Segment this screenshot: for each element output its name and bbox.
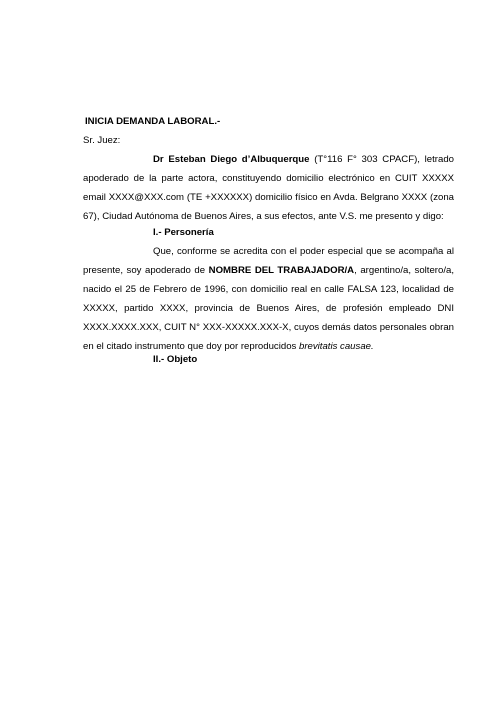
latin-phrase: brevitatis causae. (299, 341, 374, 352)
personeria-text-after: , argentino/a, soltero/a, nacido el 25 de Febrero de 1996, con domicilio real en calle FALSA 123, localidad de XXXXX, partido XXXX, provincia de Buenos Aires, de profesión empleado DNI XXXX.XXXX.XXX, CUIT N° XXX-XXXXX.XXX-X, cuyos demás datos personales obran en el citado instrumento que doy por reproducidos (83, 265, 454, 352)
intro-text: (T°116 F° 303 CPACF), letrado apoderado de la parte actora, constituyendo domicilio electrónico en CUIT XXXXX email XXXX@XXX.com (TE +XXXXXX) domicilio físico en Avda. Belgrano XXXX (zona 67), Ciudad Autónoma de Buenos Aires, a sus efectos, ante V.S. me presento y digo: (83, 154, 454, 222)
salutation: Sr. Juez: (83, 135, 121, 146)
intro-paragraph (83, 150, 454, 226)
personeria-text-before: Que, conforme se acredita con el poder especial que se acompaña al presente, soy apoderado de (83, 246, 454, 276)
section-heading-personeria: I.- Personería (153, 227, 214, 238)
document-title: INICIA DEMANDA LABORAL.- (85, 116, 221, 127)
section-heading-objeto: II.- Objeto (153, 354, 198, 365)
personeria-paragraph (83, 242, 454, 356)
lawyer-name: Dr Esteban Diego d’Albuquerque (153, 154, 310, 165)
worker-name: NOMBRE DEL TRABAJADOR/A (208, 265, 355, 276)
